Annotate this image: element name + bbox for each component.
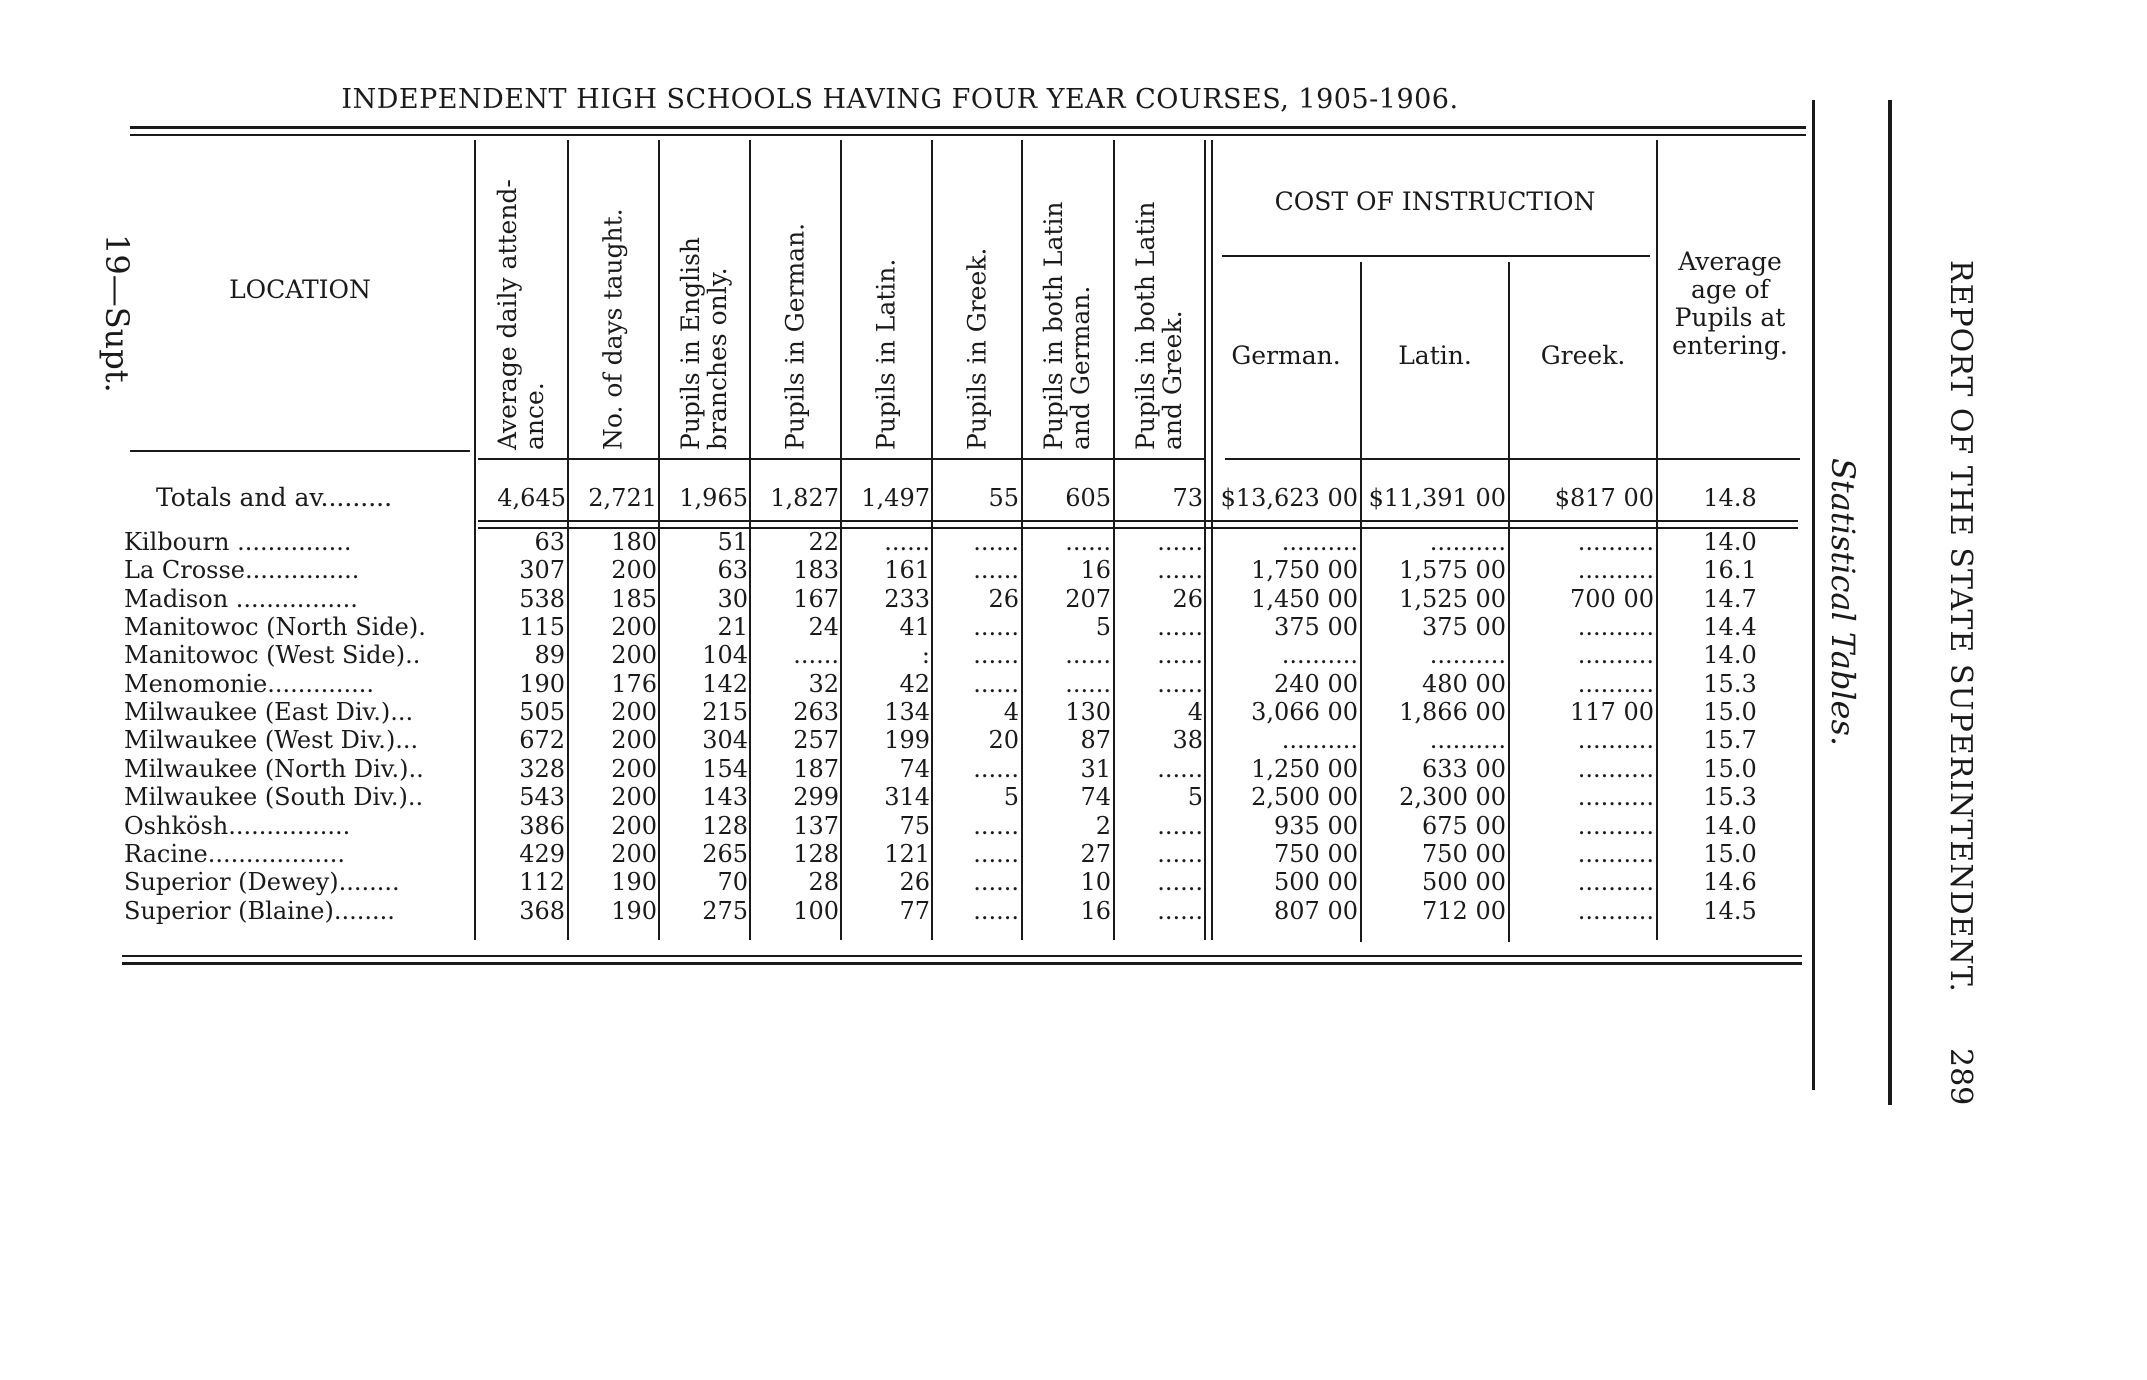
cell-days-taught: 185 [611, 584, 657, 613]
cell-greek: ...... [973, 896, 1019, 925]
cell-cost-latin: 1,525 00 [1399, 584, 1506, 613]
cell-english-only: 51 [717, 528, 748, 556]
cell-german: 32 [808, 669, 839, 698]
cell-cost-greek: 117 00 [1570, 698, 1654, 727]
cell-avg-age: 14.0 [1703, 811, 1757, 840]
cell-days-taught: 200 [611, 641, 657, 670]
cell-cost-latin: .......... [1429, 726, 1506, 755]
cell-days-taught: 200 [611, 839, 657, 868]
cell-cost-greek: .......... [1577, 669, 1654, 698]
cell-avg-age: 15.3 [1703, 783, 1757, 812]
cell-cost-latin: .......... [1429, 641, 1506, 670]
cell-cost-latin: 500 00 [1422, 868, 1506, 897]
cell-days-taught: 200 [611, 726, 657, 755]
cell-english-only: 265 [702, 839, 748, 868]
cell-greek: ...... [973, 641, 1019, 670]
cell-avg-age: 14.4 [1703, 613, 1757, 642]
cell-location: Racine.................. [124, 839, 346, 868]
cell-cost-greek: .......... [1577, 528, 1654, 556]
cell-location: Madison ................ [124, 584, 358, 613]
cell-latin-greek: ...... [1157, 896, 1203, 925]
cell-latin-greek: ...... [1157, 556, 1203, 585]
cell-cost-german: 500 00 [1274, 868, 1358, 897]
cell-latin-german: 87 [1080, 726, 1111, 755]
cell-latin: : [921, 641, 930, 670]
cell-greek: ...... [973, 811, 1019, 840]
cell-english-only: 154 [702, 754, 748, 783]
cell-avg-attendance: 368 [519, 896, 565, 925]
cell-latin: 75 [899, 811, 930, 840]
cell-greek: ...... [973, 613, 1019, 642]
cell-cost-latin: 480 00 [1422, 669, 1506, 698]
cell-latin: ...... [884, 528, 930, 556]
cell-cost-german: 2,500 00 [1251, 783, 1358, 812]
cell-greek: ...... [973, 839, 1019, 868]
cell-avg-attendance: 307 [519, 556, 565, 585]
cell-cost-german: 1,750 00 [1251, 556, 1358, 585]
cell-location: Manitowoc (North Side). [124, 613, 426, 642]
cell-german: 100 [793, 896, 839, 925]
cell-german: 128 [793, 839, 839, 868]
cell-location: Milwaukee (East Div.)... [124, 698, 414, 727]
table-row [0, 868, 1810, 896]
cell-cost-german: 3,066 00 [1251, 698, 1358, 727]
cell-greek: ...... [973, 754, 1019, 783]
totals-german: 1,827 [770, 484, 839, 512]
cell-avg-attendance: 328 [519, 754, 565, 783]
table-row [0, 783, 1810, 811]
totals-cost-greek: $817 00 [1554, 484, 1654, 512]
header-cost-greek: Greek. [1540, 341, 1626, 370]
cell-cost-latin: .......... [1429, 528, 1506, 556]
cell-english-only: 304 [702, 726, 748, 755]
cell-english-only: 215 [702, 698, 748, 727]
totals-avg-attendance: 4,645 [497, 484, 566, 512]
totals-latin-german: 605 [1065, 484, 1111, 512]
cell-latin-greek: 5 [1187, 783, 1203, 812]
cell-latin-greek: ...... [1157, 613, 1203, 642]
cell-avg-attendance: 190 [519, 669, 565, 698]
cell-latin-greek: ...... [1157, 839, 1203, 868]
cell-cost-greek: .......... [1577, 896, 1654, 925]
cell-cost-greek: .......... [1577, 754, 1654, 783]
cell-latin-greek: ...... [1157, 811, 1203, 840]
cell-latin-german: 31 [1080, 754, 1111, 783]
cell-latin: 26 [899, 868, 930, 897]
cell-latin: 74 [899, 754, 930, 783]
cell-days-taught: 200 [611, 698, 657, 727]
cell-latin-greek: 38 [1172, 726, 1203, 755]
cell-avg-age: 14.0 [1703, 528, 1757, 556]
cell-english-only: 63 [717, 556, 748, 585]
cell-days-taught: 200 [611, 783, 657, 812]
cell-english-only: 275 [702, 896, 748, 925]
totals-days-taught: 2,721 [588, 484, 657, 512]
cell-latin-german: 16 [1080, 556, 1111, 585]
cell-avg-age: 14.5 [1703, 896, 1757, 925]
cell-cost-latin: 375 00 [1422, 613, 1506, 642]
cell-days-taught: 200 [611, 613, 657, 642]
totals-row [0, 484, 1810, 512]
cell-latin: 121 [884, 839, 930, 868]
cell-latin-german: 130 [1065, 698, 1111, 727]
cell-latin: 199 [884, 726, 930, 755]
cell-avg-attendance: 672 [519, 726, 565, 755]
cell-latin-german: 16 [1080, 896, 1111, 925]
cell-avg-attendance: 505 [519, 698, 565, 727]
page-number: 289 [1943, 1048, 1978, 1106]
cell-cost-german: .......... [1281, 726, 1358, 755]
cell-avg-age: 15.0 [1703, 754, 1757, 783]
cell-english-only: 30 [717, 584, 748, 613]
table-row [0, 528, 1810, 556]
cell-latin-german: ...... [1065, 669, 1111, 698]
cell-greek: ...... [973, 669, 1019, 698]
cell-greek: ...... [973, 528, 1019, 556]
cell-cost-greek: .......... [1577, 868, 1654, 897]
cell-days-taught: 200 [611, 556, 657, 585]
cell-avg-attendance: 89 [534, 641, 565, 670]
cell-location: Superior (Dewey)........ [124, 868, 400, 897]
cell-location: Milwaukee (West Div.)... [124, 726, 419, 755]
cell-latin-german: 2 [1095, 811, 1111, 840]
cell-german: 183 [793, 556, 839, 585]
cell-english-only: 70 [717, 868, 748, 897]
totals-location: Totals and av......... [156, 483, 393, 512]
cell-days-taught: 200 [611, 754, 657, 783]
cell-cost-german: 750 00 [1274, 839, 1358, 868]
cell-latin: 42 [899, 669, 930, 698]
cell-cost-latin: 712 00 [1422, 896, 1506, 925]
cell-days-taught: 180 [611, 528, 657, 556]
header-german: Pupils in German. [780, 222, 810, 450]
header-avg-attendance: Average daily attend- ance. [493, 179, 549, 450]
cell-cost-german: .......... [1281, 528, 1358, 556]
header-bottom-rule [1225, 458, 1800, 460]
table-row [0, 585, 1810, 613]
cell-cost-german: .......... [1281, 641, 1358, 670]
cell-days-taught: 176 [611, 669, 657, 698]
header-greek: Pupils in Greek. [962, 247, 992, 450]
totals-latin-greek: 73 [1172, 484, 1203, 512]
cell-cost-greek: .......... [1577, 556, 1654, 585]
cell-cost-german: 240 00 [1274, 669, 1358, 698]
cell-german: 257 [793, 726, 839, 755]
totals-english-only: 1,965 [679, 484, 748, 512]
cell-german: 24 [808, 613, 839, 642]
cell-german: 167 [793, 584, 839, 613]
cell-latin-greek: ...... [1157, 669, 1203, 698]
header-latin-german: Pupils in both Latin and German. [1039, 201, 1095, 450]
cell-avg-attendance: 63 [534, 528, 565, 556]
cell-days-taught: 190 [611, 896, 657, 925]
cell-greek: 20 [988, 726, 1019, 755]
cell-avg-attendance: 538 [519, 584, 565, 613]
cell-latin-greek: ...... [1157, 641, 1203, 670]
cell-days-taught: 200 [611, 811, 657, 840]
cell-latin-german: ...... [1065, 641, 1111, 670]
cell-avg-attendance: 543 [519, 783, 565, 812]
cell-latin-greek: ...... [1157, 528, 1203, 556]
cell-days-taught: 190 [611, 868, 657, 897]
cell-cost-greek: .......... [1577, 641, 1654, 670]
cell-greek: 4 [1003, 698, 1019, 727]
cell-location: Oshkösh................ [124, 811, 351, 840]
cell-english-only: 142 [702, 669, 748, 698]
table-row [0, 897, 1810, 925]
cell-cost-german: 1,450 00 [1251, 584, 1358, 613]
table-row [0, 556, 1810, 584]
table-row [0, 613, 1810, 641]
cell-avg-age: 16.1 [1703, 556, 1757, 585]
cell-latin-german: 207 [1065, 584, 1111, 613]
cell-cost-greek: .......... [1577, 726, 1654, 755]
totals-avg-age: 14.8 [1703, 484, 1757, 512]
cell-cost-german: 1,250 00 [1251, 754, 1358, 783]
header-bottom-rule [130, 450, 470, 452]
header-cost-german: German. [1231, 341, 1341, 370]
cell-cost-latin: 675 00 [1422, 811, 1506, 840]
cell-latin-greek: ...... [1157, 868, 1203, 897]
cell-cost-greek: .......... [1577, 613, 1654, 642]
cell-avg-age: 15.0 [1703, 839, 1757, 868]
cell-avg-age: 15.0 [1703, 698, 1757, 727]
cell-english-only: 104 [702, 641, 748, 670]
cell-latin-german: 74 [1080, 783, 1111, 812]
cell-cost-latin: 1,575 00 [1399, 556, 1506, 585]
header-cost-latin: Latin. [1398, 341, 1472, 370]
cell-location: Manitowoc (West Side).. [124, 641, 421, 670]
totals-cost-latin: $11,391 00 [1368, 484, 1506, 512]
section-label: Statistical Tables. [1824, 458, 1862, 747]
cell-avg-attendance: 429 [519, 839, 565, 868]
bottom-rule [122, 962, 1802, 965]
cell-cost-german: 375 00 [1274, 613, 1358, 642]
cell-greek: 26 [988, 584, 1019, 613]
bottom-rule [122, 955, 1802, 957]
cell-greek: ...... [973, 868, 1019, 897]
totals-cost-german: $13,623 00 [1220, 484, 1358, 512]
cell-cost-greek: 700 00 [1570, 584, 1654, 613]
cell-location: Superior (Blaine)........ [124, 896, 395, 925]
cell-german: 137 [793, 811, 839, 840]
header-days-taught: No. of days taught. [598, 208, 628, 450]
cell-location: Milwaukee (South Div.).. [124, 783, 424, 812]
cell-english-only: 21 [717, 613, 748, 642]
cell-location: Kilbourn ............... [124, 528, 352, 556]
totals-rule [478, 520, 1798, 522]
cell-latin-german: ...... [1065, 528, 1111, 556]
cell-avg-age: 15.3 [1703, 669, 1757, 698]
cell-german: 28 [808, 868, 839, 897]
cell-avg-age: 15.7 [1703, 726, 1757, 755]
cell-german: 299 [793, 783, 839, 812]
header-avg-age: Average age of Pupils at entering. [1672, 247, 1788, 360]
cell-latin-german: 27 [1080, 839, 1111, 868]
cost-group-rule [1222, 255, 1650, 257]
cell-english-only: 143 [702, 783, 748, 812]
cell-latin-german: 5 [1095, 613, 1111, 642]
header-latin: Pupils in Latin. [871, 258, 901, 450]
table-row [0, 840, 1810, 868]
cell-cost-greek: .......... [1577, 839, 1654, 868]
cell-greek: 5 [1003, 783, 1019, 812]
cell-latin: 314 [884, 783, 930, 812]
cell-cost-greek: .......... [1577, 811, 1654, 840]
table-row [0, 670, 1810, 698]
cell-location: Menomonie.............. [124, 669, 375, 698]
cell-avg-attendance: 386 [519, 811, 565, 840]
cell-german: 22 [808, 528, 839, 556]
cell-latin-german: 10 [1080, 868, 1111, 897]
totals-latin: 1,497 [861, 484, 930, 512]
cell-german: 263 [793, 698, 839, 727]
cell-cost-greek: .......... [1577, 783, 1654, 812]
cell-cost-latin: 633 00 [1422, 754, 1506, 783]
cell-english-only: 128 [702, 811, 748, 840]
cell-latin-greek: 4 [1187, 698, 1203, 727]
cell-greek: ...... [973, 556, 1019, 585]
top-rule [130, 126, 1806, 129]
totals-greek: 55 [988, 484, 1019, 512]
table-row [0, 698, 1810, 726]
cell-avg-age: 14.0 [1703, 641, 1757, 670]
cell-avg-attendance: 115 [519, 613, 565, 642]
table-row [0, 755, 1810, 783]
table-row [0, 726, 1810, 754]
table-row [0, 812, 1810, 840]
cell-latin-greek: 26 [1172, 584, 1203, 613]
cell-location: La Crosse............... [124, 556, 360, 585]
header-location: LOCATION [229, 275, 371, 304]
page-title: INDEPENDENT HIGH SCHOOLS HAVING FOUR YEAR COURSES, 1905-1906. [341, 84, 1459, 115]
cell-avg-age: 14.6 [1703, 868, 1757, 897]
cell-latin: 77 [899, 896, 930, 925]
cell-latin: 41 [899, 613, 930, 642]
table-row [0, 641, 1810, 669]
cell-cost-latin: 750 00 [1422, 839, 1506, 868]
cell-avg-attendance: 112 [519, 868, 565, 897]
cell-avg-age: 14.7 [1703, 584, 1757, 613]
header-latin-greek: Pupils in both Latin and Greek. [1131, 201, 1187, 450]
cell-latin: 161 [884, 556, 930, 585]
cell-german: 187 [793, 754, 839, 783]
cell-german: ...... [793, 641, 839, 670]
cell-latin: 134 [884, 698, 930, 727]
right-border-heavy [1888, 100, 1892, 1105]
cell-cost-german: 935 00 [1274, 811, 1358, 840]
header-english-only: Pupils in English branches only. [676, 236, 732, 450]
running-head-left: 19—Supt. [98, 234, 136, 393]
cell-latin: 233 [884, 584, 930, 613]
cell-cost-german: 807 00 [1274, 896, 1358, 925]
top-rule-thin [130, 134, 1806, 136]
running-head-right: REPORT OF THE STATE SUPERINTENDENT. [1943, 260, 1978, 993]
cell-cost-latin: 2,300 00 [1399, 783, 1506, 812]
cell-location: Milwaukee (North Div.).. [124, 754, 424, 783]
cell-latin-greek: ...... [1157, 754, 1203, 783]
header-cost-group: COST OF INSTRUCTION [1274, 187, 1596, 216]
cell-cost-latin: 1,866 00 [1399, 698, 1506, 727]
right-border [1812, 100, 1815, 1090]
